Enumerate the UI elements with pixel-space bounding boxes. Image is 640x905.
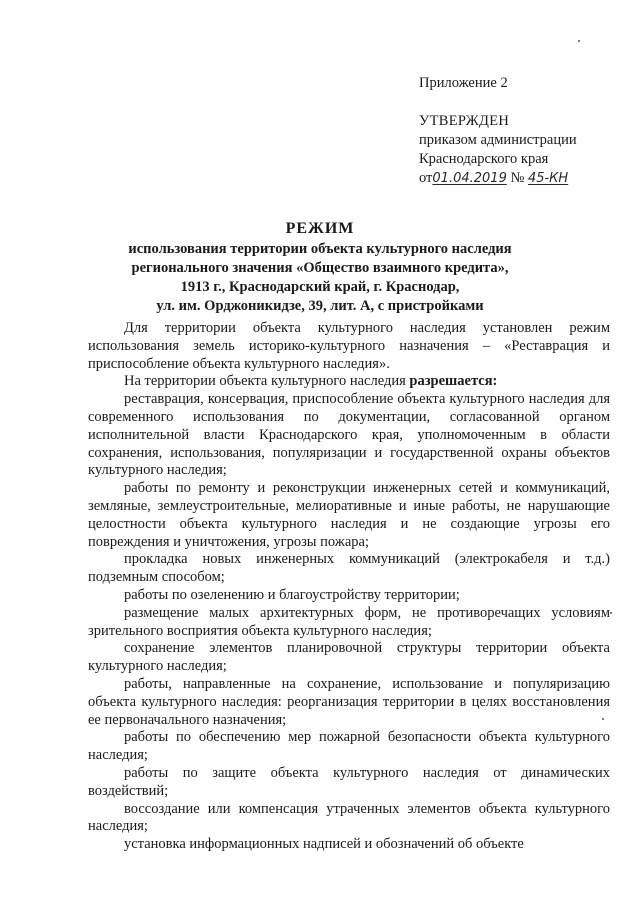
list-item: прокладка новых инженерных коммуникаций (электрокабеля и т.д.) подземным способом;: [88, 551, 610, 586]
list-item: работы по озеленению и благоустройству территории;: [124, 586, 460, 603]
approval-block: [419, 74, 629, 188]
list-item: работы, направленные на сохранение, использование и популяризацию объекта культурного наследия: реорганизация территории в целях восстановления ее первоначального назначения;: [88, 675, 610, 728]
list-item: установка информационных надписей и обозначений об объекте: [124, 836, 524, 853]
list-item: работы по ремонту и реконструкции инженерных сетей и коммуникаций, земляные, землеустроительные, мелиоративные и иные работы, не нарушающие целостности объекта культурного наследия и не создающие угрозы его повреждения и уничтожения, угрозы пожара;: [88, 480, 610, 550]
title-line: использования территории объекта культурного наследия: [128, 241, 512, 257]
handwritten-date: 01.04.2019: [432, 171, 507, 186]
scan-speck: [578, 40, 580, 42]
title-line: регионального значения «Общество взаимного кредита»,: [131, 260, 509, 276]
document-title: [100, 218, 540, 316]
date-prefix: от: [419, 170, 433, 186]
intro-paragraph: Для территории объекта культурного наследия установлен режим использования земель историко-культурного назначения – «Реставрация и приспособление объекта культурного наследия».: [88, 320, 610, 372]
allowed-prefix: На территории объекта культурного наследия: [124, 373, 410, 390]
scan-speck: [610, 612, 612, 614]
list-item: работы по защите объекта культурного наследия от динамических воздействий;: [88, 764, 610, 799]
title-heading: РЕЖИМ: [285, 220, 355, 237]
list-item: сохранение элементов планировочной структуры территории объекта культурного наследия;: [88, 640, 610, 675]
number-prefix: №: [506, 170, 528, 186]
list-item: воссоздание или компенсация утраченных элементов объекта культурного наследия;: [88, 800, 610, 835]
title-line: ул. им. Орджоникидзе, 39, лит. А, с пристройками: [156, 298, 484, 314]
list-item: работы по обеспечению мер пожарной безопасности объекта культурного наследия;: [88, 729, 610, 764]
title-line: 1913 г., Краснодарский край, г. Краснодар,: [180, 279, 460, 295]
approved-label: УТВЕРЖДЕН: [419, 113, 510, 129]
handwritten-number: 45-КН: [527, 171, 569, 186]
appendix-label: Приложение 2: [419, 75, 508, 91]
list-item: реставрация, консервация, приспособление объекта культурного наследия для современного использования по документации, согласованной органом исполнительной власти Краснодарского края, уполномоченным в области сохранения, использования, популяризации и государственной охраны объектов культурного наследия;: [88, 391, 610, 479]
approval-line-2: Краснодарского края: [419, 151, 549, 167]
document-body: [88, 320, 610, 854]
allowed-bold: разрешается:: [409, 373, 498, 390]
list-item: размещение малых архитектурных форм, не противоречащих условиям зрительного восприятия объекта культурного наследия;: [88, 604, 610, 639]
allowed-heading: [88, 373, 610, 391]
scan-speck: [602, 718, 604, 720]
approval-date-line: [419, 169, 629, 188]
approval-line-1: приказом администрации: [419, 132, 577, 148]
